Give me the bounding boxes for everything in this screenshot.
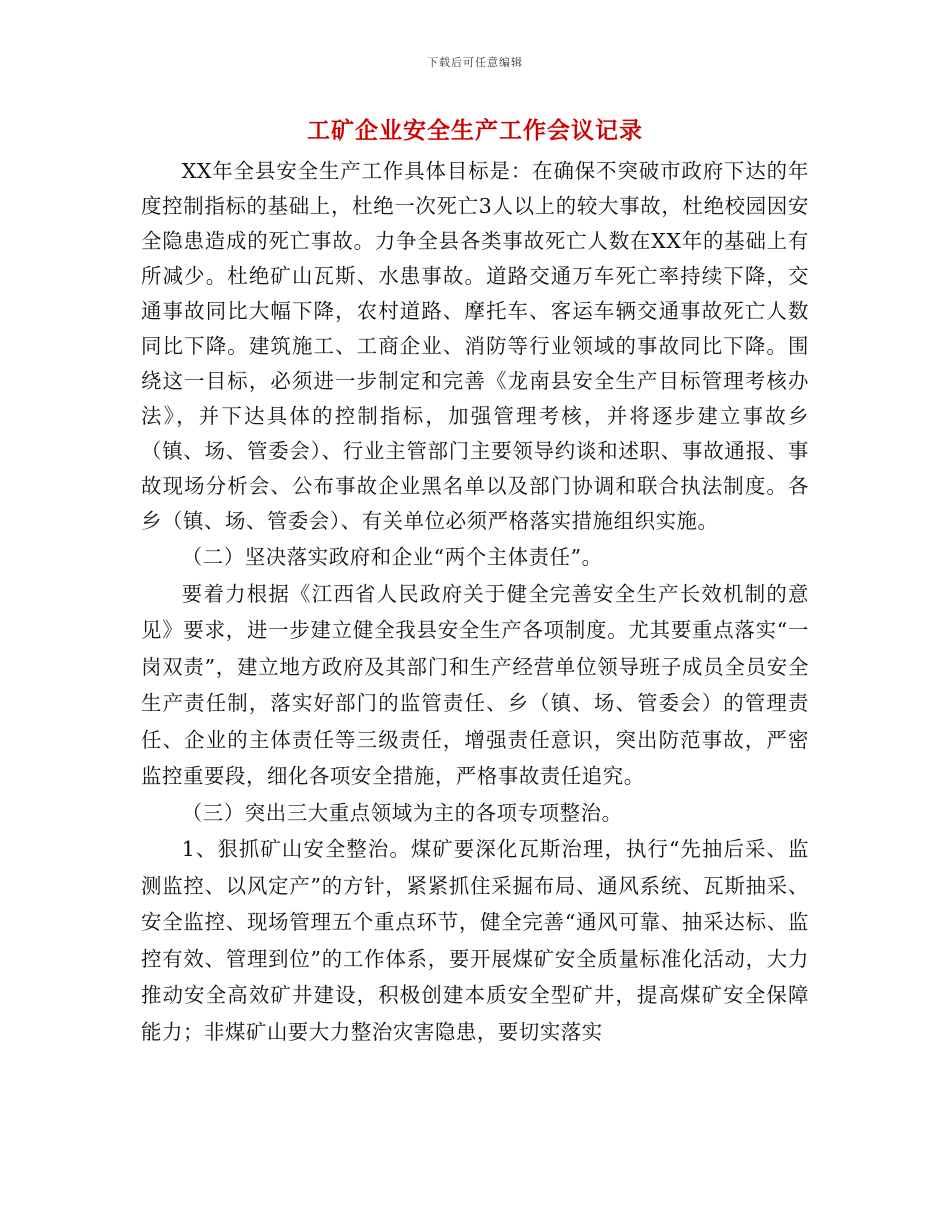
paragraph-responsibility: 要着力根据《江西省人民政府关于健全完善安全生产长效机制的意见》要求，进一步建立健全我县安全生产各项制度。尤其要重点落实“一岗双责”，建立地方政府及其部门和生产经营单位领导班子成员全员安全生产责任制，落实好部门的监管责任、乡（镇、场、管委会）的管理责任、企业的主体责任等三级责任，增强责任意识，突出防范事故，严密监控重要段，细化各项安全措施，严格事故责任追究。 bbox=[141, 581, 809, 788]
header-note: 下载后可任意编辑 bbox=[427, 56, 523, 69]
paragraph-safety-goals: XX年全县安全生产工作具体目标是：在确保不突破市政府下达的年度控制指标的基础上，杜绝一次死亡3人以上的较大事故，杜绝校园因安全隐患造成的死亡事故。力争全县各类事故死亡人数在XX年的基础上有所减少。杜绝矿山瓦斯、水患事故。道路交通万车死亡率持续下降，交通事故同比大幅下降，农村道路、摩托车、客运车辆交通事故死亡人数同比下降。建筑施工、工商企业、消防等行业领域的事故同比下降。围绕这一目标，必须进一步制定和完善《龙南县安全生产目标管理考核办法》，并下达具体的控制指标，加强管理考核，并将逐步建立事故乡（镇、场、管委会）、行业主管部门主要领导约谈和述职、事故通报、事故现场分析会、公布事故企业黑名单以及部门协调和联合执法制度。各乡（镇、场、管委会）、有关单位必须严格落实措施组织实施。 bbox=[141, 159, 809, 533]
section-heading-three: （三）突出三大重点领域为主的各项专项整治。 bbox=[181, 800, 623, 825]
document-title: 工矿企业安全生产工作会议记录 bbox=[307, 117, 643, 144]
paragraph-mine-safety: 1、狠抓矿山安全整治。煤矿要深化瓦斯治理，执行“先抽后采、监测监控、以风定产”的方针，紧紧抓住采掘布局、通风系统、瓦斯抽采、安全监控、现场管理五个重点环节，健全完善“通风可靠、抽采达标、监控有效、管理到位”的工作体系，要开展煤矿安全质量标准化活动，大力推动安全高效矿井建设，积极创建本质安全型矿井，提高煤矿安全保障能力；非煤矿山要大力整治灾害隐患，要切实落实 bbox=[141, 837, 809, 1044]
document-body bbox=[141, 154, 809, 1050]
section-heading-two: （二）坚决落实政府和企业“两个主体责任”。 bbox=[181, 545, 603, 569]
